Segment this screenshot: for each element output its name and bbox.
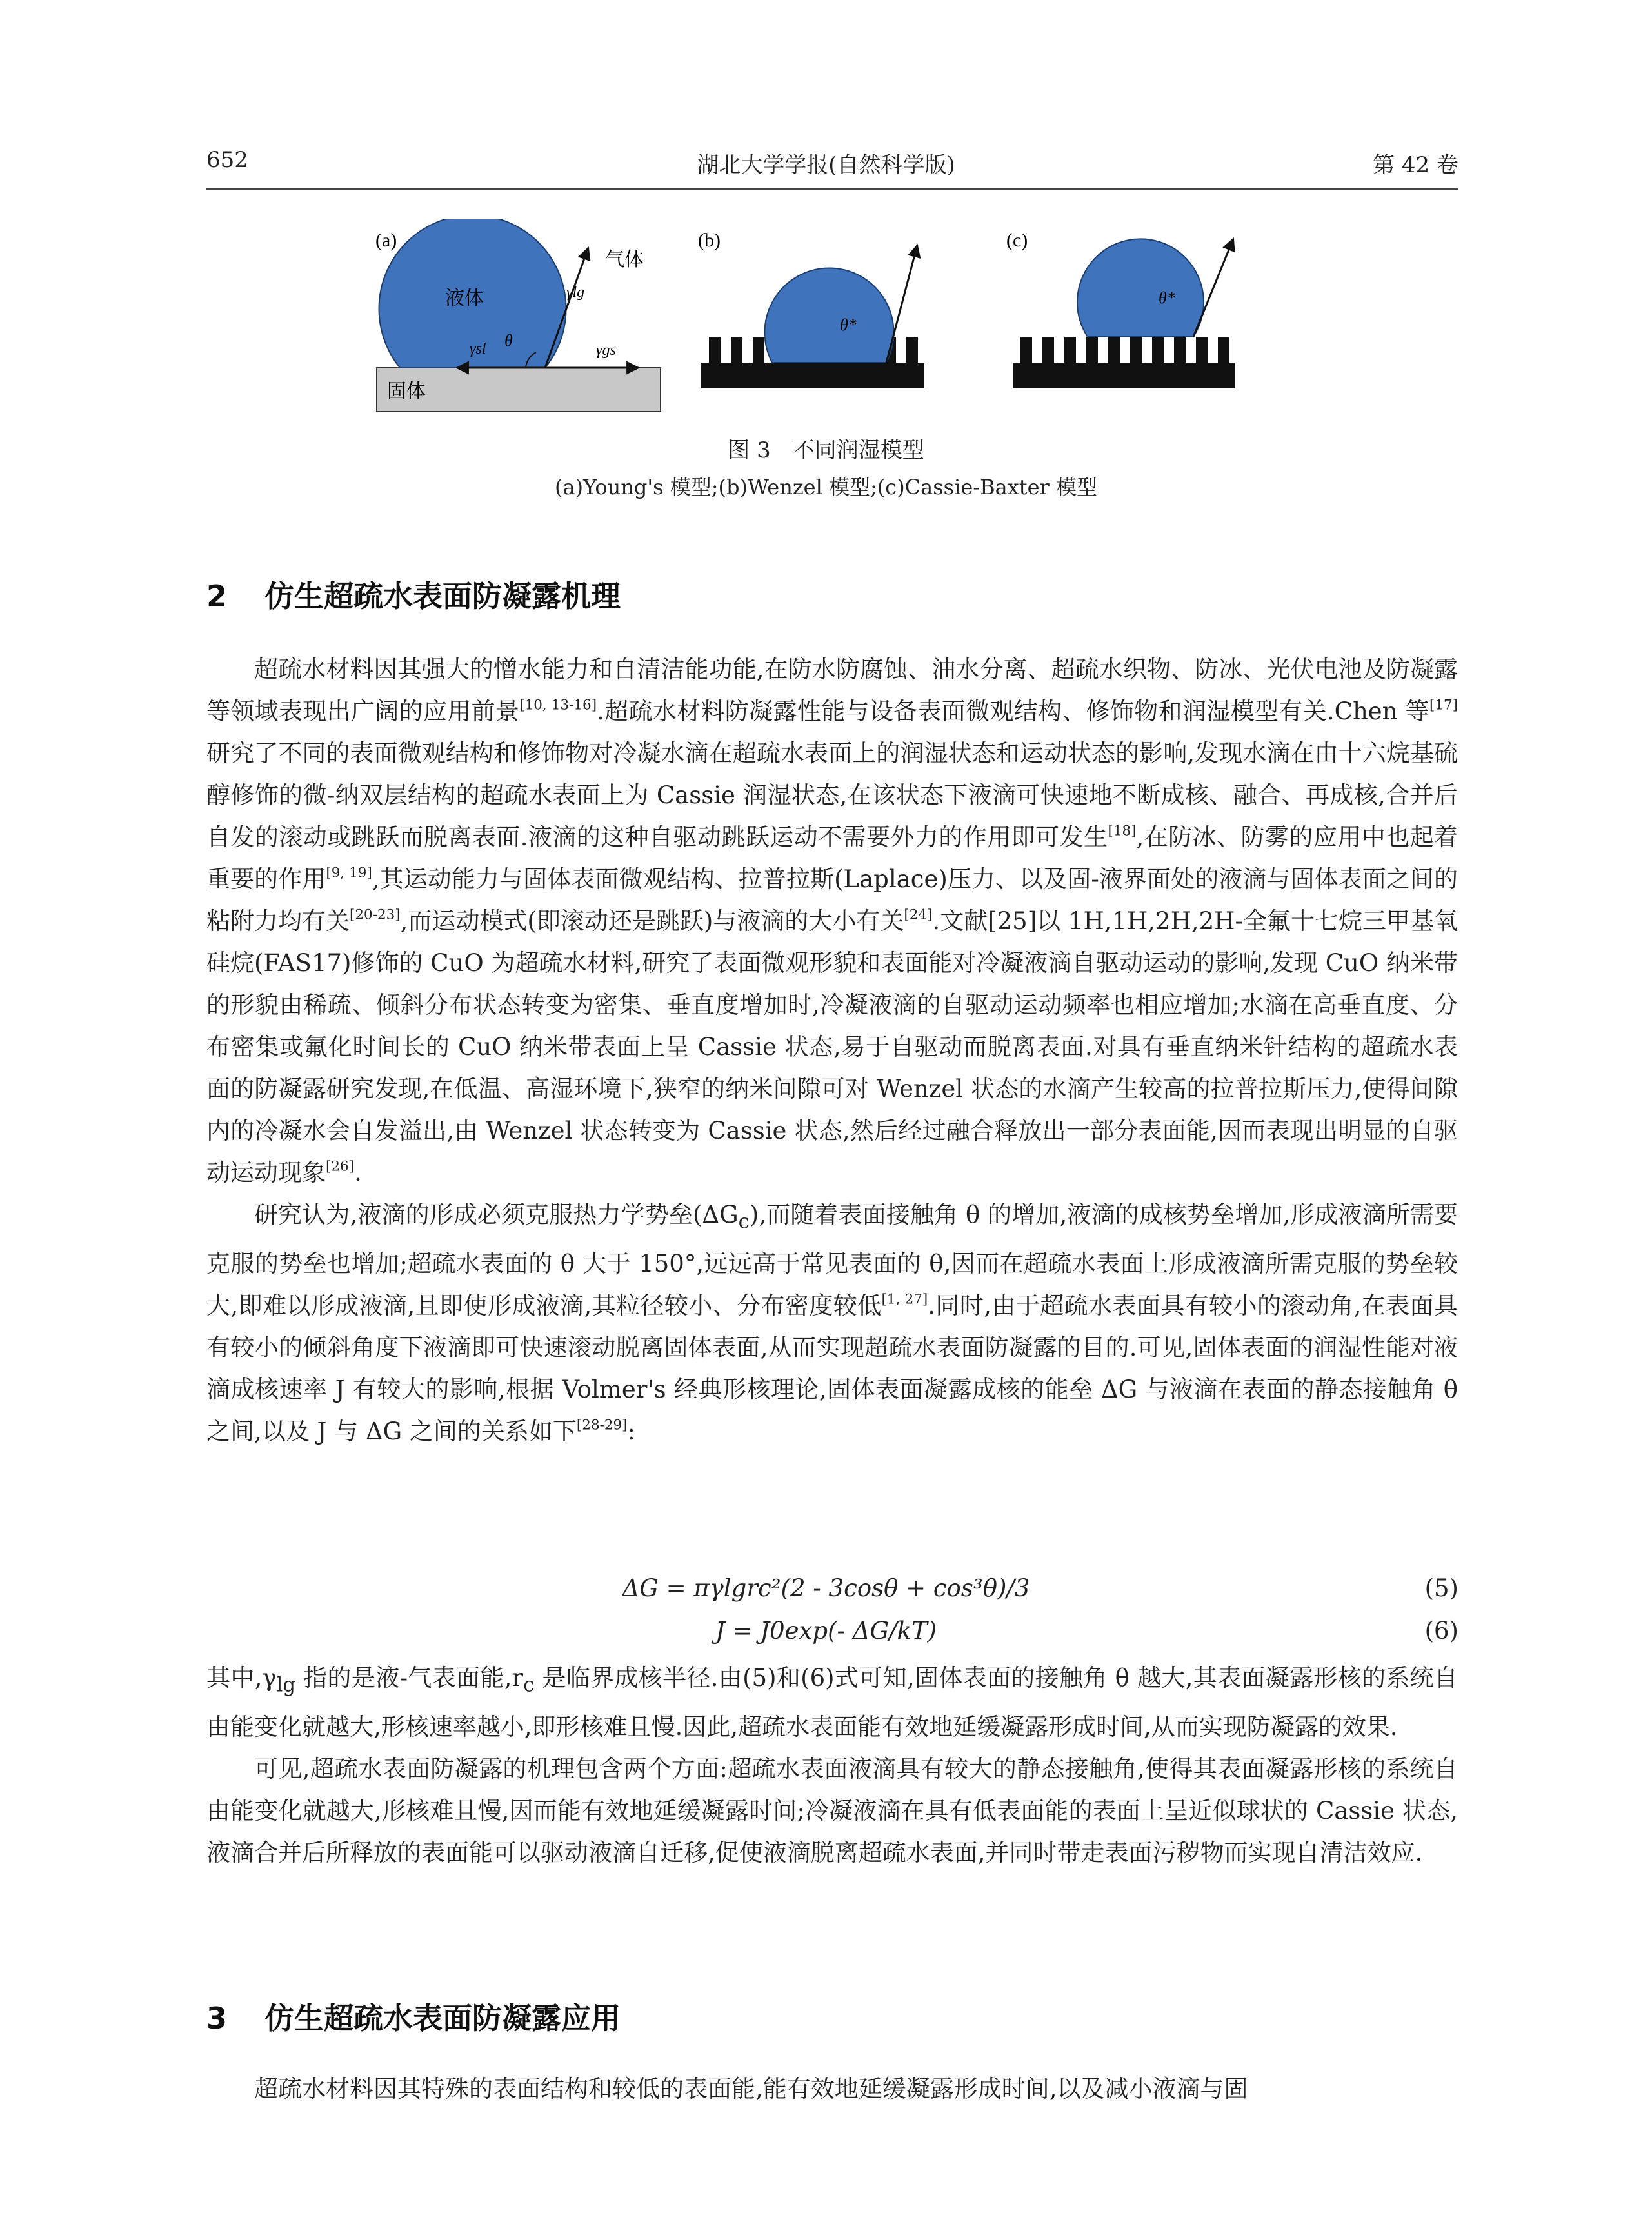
figure-caption: 图 3 不同润湿模型: [728, 437, 924, 463]
liquid-label: 液体: [445, 287, 484, 310]
figure-subcaption: (a)Young's 模型;(b)Wenzel 模型;(c)Cassie-Baxter 模型: [555, 475, 1097, 499]
section-2-body-continued: [206, 1657, 1458, 1874]
section-3-number: 3: [206, 2001, 228, 2036]
panel-c-label: (c): [1006, 230, 1028, 251]
paragraph: 超疏水材料因其特殊的表面结构和较低的表面能,能有效地延缓凝露形成时间,以及减小液滴与固: [254, 2075, 1248, 2103]
citation: [20-23]: [350, 907, 401, 923]
theta-star-label-c: θ*: [1159, 288, 1175, 307]
citation: [18]: [1108, 823, 1137, 839]
section-2-title: 仿生超疏水表面防凝露机理: [264, 579, 621, 614]
section-3-heading: [206, 1995, 621, 2038]
equation-6-number: (6): [1424, 1617, 1458, 1645]
theta-label: θ: [504, 331, 513, 350]
paragraph: 可见,超疏水表面防凝露的机理包含两个方面:超疏水表面液滴具有较大的静态接触角,使得其表面凝露形核的系统自由能变化就越大,形核难且慢,因而能有效地延缓凝露时间;冷凝液滴在具有低表面能的表面上呈近似球状的 Cassie 状态,液滴合并后所释放的表面能可以驱动液滴自迁移,促使液滴脱离超疏水表面,并同时带走表面污秽物而实现自清洁效应.: [206, 1755, 1458, 1867]
citation: [24]: [904, 907, 933, 923]
header-rule: [206, 188, 1458, 190]
gamma-sl-label: γsl: [470, 341, 486, 357]
page-number: 652: [206, 147, 248, 173]
journal-title: 湖北大学学报(自然科学版): [697, 152, 955, 178]
paragraph: 其中$,\gamma_{lg}$ 指的是液-气表面能$,r_c$ 是临界成核半径.由(5)和(6)式可知,固体表面的接触角 θ 越大,其表面凝露形核的系统自由能变化就越大,形核速率越小,即形核难且慢.因此,超疏水表面能有效地延缓凝露形成时间,从而实现防凝露的效果.: [206, 1664, 1458, 1741]
citation: [17]: [1429, 697, 1458, 714]
citation: [28-29]: [576, 1417, 628, 1434]
section-2-heading: [206, 573, 621, 616]
volume-label: 第 42 卷: [1373, 152, 1458, 178]
gamma-lg-label: γlg: [566, 284, 585, 301]
droplet-c: [1077, 239, 1204, 337]
panel-a-young: [375, 219, 661, 412]
solid-label: 固体: [387, 380, 426, 403]
equation-5: ΔG = πγlgrc²(2 - 3cosθ + cos³θ)/3: [622, 1574, 1030, 1602]
section-2-number: 2: [206, 579, 228, 614]
figure-wetting-models: [361, 219, 1297, 419]
citation: [26]: [326, 1158, 355, 1175]
section-3-title: 仿生超疏水表面防凝露应用: [264, 2001, 621, 2036]
panel-b-label: (b): [698, 230, 721, 251]
equation-5-number: (5): [1424, 1574, 1458, 1602]
gas-label: 气体: [605, 248, 644, 271]
panel-b-wenzel: [698, 230, 924, 388]
panel-c-cassie: [1006, 230, 1235, 388]
paragraph: 超疏水材料因其强大的憎水能力和自清洁能功能,在防水防腐蚀、油水分离、超疏水织物、防冰、光伏电池及防凝露等领域表现出广阔的应用前景[10, 13-16].超疏水材料防凝露性能与设备表面微观结构、修饰物和润湿模型有关.Chen 等[17]研究了不同的表面微观结构和修饰物对冷凝水滴在超疏水表面上的润湿状态和运动状态的影响,发现水滴在由十六烷基硫醇修饰的微-纳双层结构的超疏水表面上为 Cassie 润湿状态,在该状态下液滴可快速地不断成核、融合、再成核,合并后自发的滚动或跳跃而脱离表面.液滴的这种自驱动跳跃运动不需要外力的作用即可发生[18],在防冰、防雾的应用中也起着重要的作用[9, 19],其运动能力与固体表面微观结构、拉普拉斯(Laplace)压力、以及固-液界面处的液滴与固体表面之间的粘附力均有关[20-23],而运动模式(即滚动还是跳跃)与液滴的大小有关[24].文献[25]以 1H,1H,2H,2H-全氟十七烷三甲基氧硅烷(FAS17)修饰的 CuO 为超疏水材料,研究了表面微观形貌和表面能对冷凝液滴自驱动运动的影响,发现 CuO 纳米带的形貌由稀疏、倾斜分布状态转变为密集、垂直度增加时,冷凝液滴的自驱动运动频率也相应增加;水滴在高垂直度、分布密集或氟化时间长的 CuO 纳米带表面上呈 Cassie 状态,易于自驱动而脱离表面.对具有垂直纳米针结构的超疏水表面的防凝露研究发现,在低温、高湿环境下,狭窄的纳米间隙可对 Wenzel 状态的水滴产生较高的拉普拉斯压力,使得间隙内的冷凝水会自发溢出,由 Wenzel 状态转变为 Cassie 状态,然后经过融合释放出一部分表面能,因而表现出明显的自驱动运动现象[26].: [206, 656, 1458, 1187]
textured-surface-c: [1013, 337, 1235, 388]
paragraph: 研究认为,液滴的形成必须克服热力学势垒$(\Delta G_c)$,而随着表面接触角 θ 的增加,液滴的成核势垒增加,形成液滴所需要克服的势垒也增加;超疏水表面的 θ 大于 150°,远远高于常见表面的 θ,因而在超疏水表面上形成液滴所需克服的势垒较大,即难以形成液滴,且即使形成液滴,其粒径较小、分布密度较低[1, 27].同时,由于超疏水表面具有较小的滚动角,在表面具有较小的倾斜角度下液滴即可快速滚动脱离固体表面,从而实现超疏水表面防凝露的目的.可见,固体表面的润湿性能对液滴成核速率 J 有较大的影响,根据 Volmer's 经典形核理论,固体表面凝露成核的能垒 ΔG 与液滴在表面的静态接触角 θ 之间,以及 J 与 ΔG 之间的关系如下[28-29]:: [206, 1201, 1458, 1446]
droplet-b: [765, 268, 894, 363]
section-3-body: [206, 2068, 1458, 2110]
panel-a-label: (a): [375, 230, 397, 251]
citation: [10, 13-16]: [519, 697, 597, 714]
equation-6: J = J0exp(- ΔG/kT): [715, 1617, 937, 1645]
section-2-body: [206, 648, 1458, 1452]
citation: [1, 27]: [881, 1291, 928, 1308]
citation: [9, 19]: [326, 865, 372, 881]
gamma-gs-label: γgs: [596, 342, 616, 359]
theta-star-label-b: θ*: [840, 316, 857, 334]
